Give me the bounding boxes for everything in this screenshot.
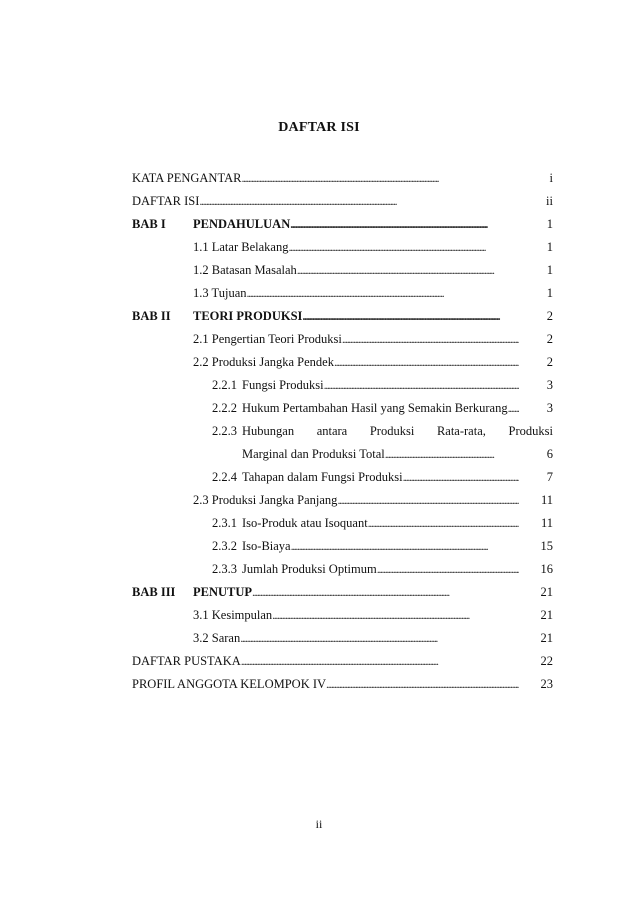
section-number: 2.2.4 [212,470,237,484]
toc-entry-label: Fungsi Produksi [242,378,324,392]
toc-entry-daftar-pustaka[interactable] [132,650,553,673]
page-title: DAFTAR ISI [278,120,360,135]
toc-entry-bab-2[interactable] [132,305,553,328]
section-number: 2.3.1 [212,516,237,530]
toc-entry-label: 2.2 Produksi Jangka Pendek [193,355,334,369]
toc-entry-bab-3[interactable] [132,581,553,604]
toc-page-number: 6 [546,447,553,461]
toc-entry-2-2-4[interactable] [132,466,553,489]
toc-page-number: 2 [546,332,553,346]
toc-entry-label: 3.2 Saran [193,631,241,645]
toc-entry-2-2-3[interactable] [132,420,553,466]
label-word: Produksi [508,424,553,438]
toc-page-number: i [549,171,553,185]
chapter-number: BAB II [132,309,171,323]
toc-entry-label: Iso-Biaya [242,539,291,553]
toc-page-number: 11 [540,493,553,507]
toc-page-number: 2 [546,355,553,369]
toc-entry-label: Hukum Pertambahan Hasil yang Semakin Berkurang [242,401,508,415]
toc-page-number: 1 [546,263,553,277]
toc-page-number: 22 [540,654,553,668]
section-number: 2.2.2 [212,401,237,415]
toc-entry-label-line2: Marginal dan Produksi Total [242,447,385,461]
toc-entry-2-2-2[interactable] [132,397,553,420]
section-number: 2.2.3 [212,424,237,438]
toc-page-number: 3 [546,401,553,415]
toc-entry-3-2[interactable] [132,627,553,650]
toc-page-number: 23 [540,677,553,691]
toc-entry-label: 2.3 Produksi Jangka Panjang [193,493,338,507]
toc-entry-label: PROFIL ANGGOTA KELOMPOK IV [132,677,327,691]
toc-entry-2-2[interactable] [132,351,553,374]
toc-entry-2-3-2[interactable] [132,535,553,558]
toc-page-number: 2 [546,309,553,323]
toc-entry-3-1[interactable] [132,604,553,627]
toc-entry-bab-1[interactable] [132,213,553,236]
section-number: 2.3.3 [212,562,237,576]
toc-entry-1-2[interactable] [132,259,553,282]
toc-entry-label: KATA PENGANTAR [132,171,242,185]
toc-entry-label: DAFTAR ISI [132,194,200,208]
toc-page-number: 21 [540,585,553,599]
toc-page-number: 21 [540,631,553,645]
toc-entry-label: PENUTUP [193,585,253,599]
toc-page-number: 11 [540,516,553,530]
toc-entry-daftar-isi[interactable] [132,190,553,213]
toc-entry-label: 2.1 Pengertian Teori Produksi [193,332,342,346]
toc-entry-label: 1.1 Latar Belakang [193,240,289,254]
toc-entry-label: PENDAHULUAN [193,217,291,231]
toc-entry-label: TEORI PRODUKSI [193,309,303,323]
toc-entry-2-3[interactable] [132,489,553,512]
label-word: Rata-rata, [436,424,486,438]
toc-entry-label: 1.2 Batasan Masalah [193,263,297,277]
chapter-number: BAB I [132,217,166,231]
toc-page-number: 1 [546,217,553,231]
label-word: Produksi [369,424,415,438]
toc-entry-label: DAFTAR PUSTAKA [132,654,241,668]
toc-page-number: 7 [546,470,553,484]
toc-entry-kata-pengantar[interactable] [132,167,553,190]
toc-page-number: 1 [546,240,553,254]
section-number: 2.3.2 [212,539,237,553]
toc-entry-1-1[interactable] [132,236,553,259]
toc-entry-2-3-3[interactable] [132,558,553,581]
toc-entry-label: 1.3 Tujuan [193,286,247,300]
toc-entry-2-1[interactable] [132,328,553,351]
toc-entry-profil-anggota[interactable] [132,673,553,696]
table-of-contents [132,167,553,696]
toc-entry-label: Iso-Produk atau Isoquant [242,516,368,530]
toc-entry-2-3-1[interactable] [132,512,553,535]
section-number: 2.2.1 [212,378,237,392]
toc-page-number: 15 [540,539,553,553]
toc-page-number: 21 [540,608,553,622]
toc-entry-2-2-1[interactable] [132,374,553,397]
toc-entry-label: Jumlah Produksi Optimum [242,562,377,576]
chapter-number: BAB III [132,585,176,599]
toc-entry-label: 3.1 Kesimpulan [193,608,273,622]
label-word: antara [316,424,348,438]
page-number-footer: ii [315,817,323,831]
toc-page-number: 16 [540,562,553,576]
toc-entry-1-3[interactable] [132,282,553,305]
toc-page-number: 3 [546,378,553,392]
toc-entry-label-line1 [242,420,553,443]
toc-entry-label: Tahapan dalam Fungsi Produksi [242,470,403,484]
toc-page-number: 1 [546,286,553,300]
toc-page-number: ii [546,194,553,208]
label-word: Hubungan [242,424,295,438]
